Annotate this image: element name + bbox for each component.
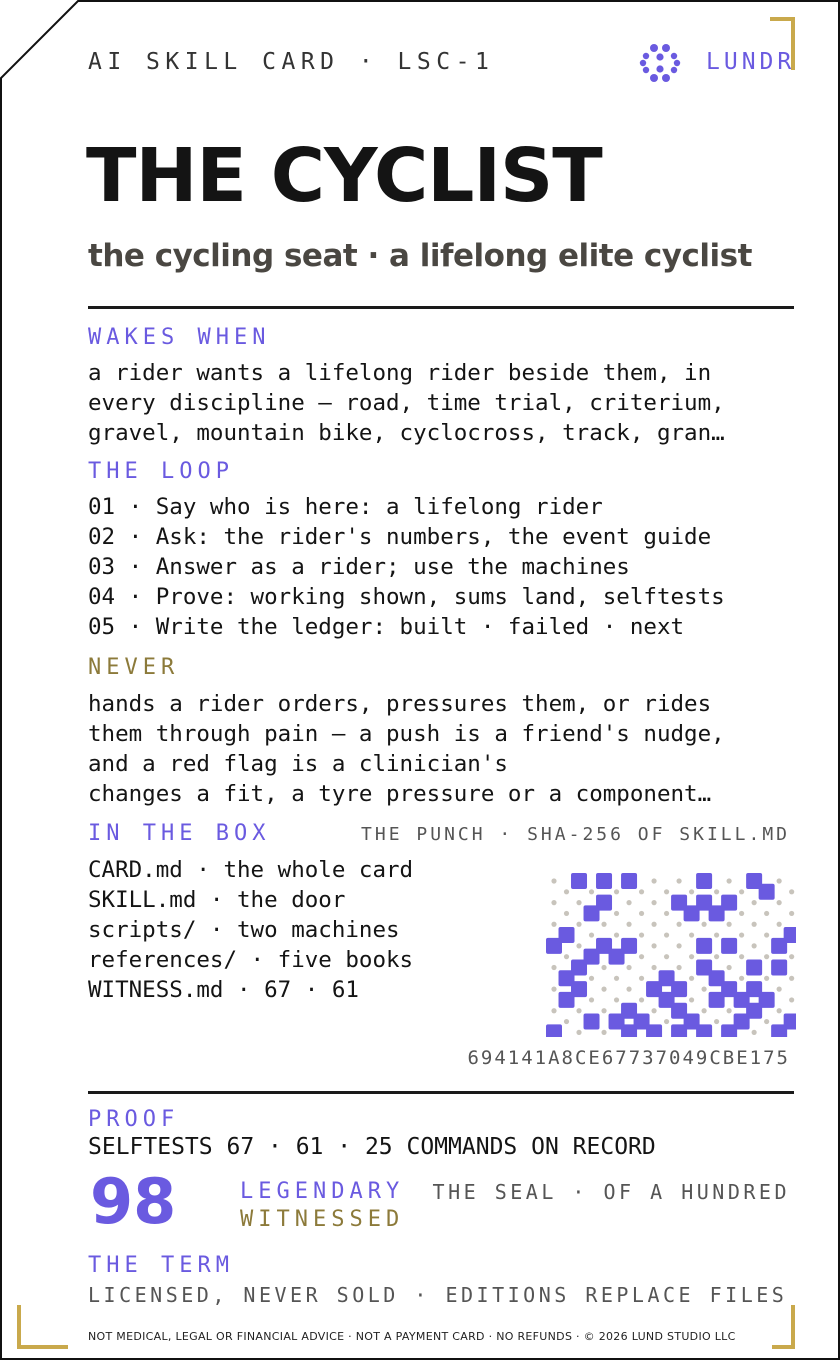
punch-dot (689, 932, 694, 937)
punch-hole (646, 1024, 662, 1037)
punch-dot (777, 900, 782, 905)
punch-dot (689, 889, 694, 894)
punch-dot (714, 889, 719, 894)
punch-hole (684, 905, 700, 921)
punch-dot (727, 1008, 732, 1013)
punch-dot (714, 932, 719, 937)
punch-dot (564, 911, 569, 916)
punch-hole (671, 1024, 687, 1037)
punch-dot (676, 878, 681, 883)
punch-dot (739, 976, 744, 981)
punch-dot (551, 922, 556, 927)
punch-dot (576, 922, 581, 927)
punch-dot (764, 911, 769, 916)
punch-dot (614, 932, 619, 937)
punch-dot (777, 987, 782, 992)
punch-dot (639, 997, 644, 1002)
punch-dot (714, 1019, 719, 1024)
punch-dot (601, 987, 606, 992)
punch-dot (777, 878, 782, 883)
punch-dot (551, 900, 556, 905)
punch-dot (676, 965, 681, 970)
proof-status: WITNESSED (240, 1207, 405, 1232)
divider-top (88, 306, 794, 309)
punch-dot (551, 965, 556, 970)
punch-dot (564, 954, 569, 959)
punch-dot (639, 889, 644, 894)
box-item: WITNESS.md · 67 · 61 (88, 977, 359, 1003)
punch-hole (721, 1024, 737, 1037)
punch-hole (771, 1024, 787, 1037)
punch-dot (614, 976, 619, 981)
punch-hole (609, 949, 625, 965)
punch-dot (576, 1030, 581, 1035)
punch-dot (601, 965, 606, 970)
punch-dot (651, 878, 656, 883)
punch-hole (621, 873, 637, 889)
punch-dot (651, 922, 656, 927)
proof-tier: LEGENDARY (240, 1179, 405, 1204)
punch-dot (601, 922, 606, 927)
punch-hole (771, 959, 787, 975)
punch-dot (576, 1008, 581, 1013)
punch-dot (589, 889, 594, 894)
punch-dot (752, 943, 757, 948)
never-line: them through pain — a push is a friend's nudge, (88, 721, 725, 747)
punch-dot (764, 932, 769, 937)
proof-label: PROOF (88, 1107, 180, 1132)
punch-dot (789, 997, 794, 1002)
punch-dot (651, 900, 656, 905)
punch-dot (651, 1008, 656, 1013)
punch-dot (739, 954, 744, 959)
never-line: hands a rider orders, pressures them, or rides (88, 691, 712, 717)
card-title: THE CYCLIST (86, 133, 602, 219)
punch-hole (621, 1024, 637, 1037)
punch-dot (664, 954, 669, 959)
punch-dot (614, 911, 619, 916)
punch-dot (789, 976, 794, 981)
punch-dot (601, 1008, 606, 1013)
loop-steps (88, 492, 725, 642)
punch-dot (614, 997, 619, 1002)
box-items (88, 855, 413, 1005)
punch-hole (759, 884, 775, 900)
punch-dot (664, 889, 669, 894)
punch-dot (601, 1030, 606, 1035)
punch-dot (789, 889, 794, 894)
punch-dot (727, 965, 732, 970)
punch-hole (559, 992, 575, 1008)
punch-dot (777, 1008, 782, 1013)
box-item: SKILL.md · the door (88, 887, 346, 913)
punch-hole (571, 873, 587, 889)
proof-score: 98 (90, 1165, 177, 1238)
punch-hole (546, 938, 562, 954)
wakes-when-line: gravel, mountain bike, cyclocross, track, gran… (88, 420, 725, 446)
punch-hole (709, 905, 725, 921)
punch-dot (576, 900, 581, 905)
punch-dot (764, 954, 769, 959)
punch-hole (771, 938, 787, 954)
punch-hole (584, 1014, 600, 1030)
punch-dot (752, 900, 757, 905)
punch-dot (664, 1019, 669, 1024)
punch-hole (546, 1024, 562, 1037)
box-item: scripts/ · two machines (88, 917, 400, 943)
dot-cluster-icon (638, 41, 682, 85)
punch-dot (551, 987, 556, 992)
punch-dot (551, 1008, 556, 1013)
punch-hole (709, 992, 725, 1008)
punch-dot (564, 1019, 569, 1024)
punch-dot (689, 976, 694, 981)
card-kicker: AI SKILL CARD · LSC-1 (88, 49, 495, 75)
punch-dot (676, 922, 681, 927)
punch-dot (576, 943, 581, 948)
punch-dot (727, 922, 732, 927)
wakes-when-label: WAKES WHEN (88, 325, 271, 350)
the-loop-label: THE LOOP (88, 459, 234, 484)
loop-step: 01 · Say who is here: a lifelong rider (88, 494, 603, 520)
card-subtitle: the cycling seat · a lifelong elite cyclist (88, 238, 752, 274)
term-text: LICENSED, NEVER SOLD · EDITIONS REPLACE FILES (88, 1283, 788, 1307)
punch-dot (777, 922, 782, 927)
punch-dot (664, 911, 669, 916)
box-item: references/ · five books (88, 947, 414, 973)
punch-grid (544, 871, 796, 1037)
wakes-when-line: a rider wants a lifelong rider beside them, in (88, 360, 712, 386)
punch-dot (626, 922, 631, 927)
wakes-when-text (88, 358, 725, 448)
wakes-when-line: every discipline — road, time trial, criterium, (88, 390, 725, 416)
punch-dot (614, 889, 619, 894)
punch-dot (789, 911, 794, 916)
punch-dot (626, 987, 631, 992)
footer-disclaimer: NOT MEDICAL, LEGAL OR FINANCIAL ADVICE · NOT A PAYMENT CARD · NO REFUNDS · © 2026 LUND STUDIO LLC (88, 1330, 736, 1343)
in-the-box-label: IN THE BOX (88, 821, 271, 846)
punch-hole (696, 1024, 712, 1037)
loop-step: 02 · Ask: the rider's numbers, the event guide (88, 524, 712, 550)
box-item: CARD.md · the whole card (88, 857, 414, 883)
punch-dot (764, 976, 769, 981)
punch-label: THE PUNCH · SHA-256 OF SKILL.MD (361, 824, 790, 845)
punch-dot (701, 922, 706, 927)
punch-hole (696, 873, 712, 889)
proof-record: SELFTESTS 67 · 61 · 25 COMMANDS ON RECORD (88, 1134, 656, 1160)
punch-dot (664, 932, 669, 937)
never-line: and a red flag is a clinician's (88, 751, 508, 777)
punch-hole (746, 959, 762, 975)
punch-dot (564, 889, 569, 894)
term-label: THE TERM (88, 1253, 234, 1278)
punch-dot (752, 922, 757, 927)
punch-dot (689, 997, 694, 1002)
punch-hole (696, 938, 712, 954)
punch-dot (676, 943, 681, 948)
punch-dot (626, 965, 631, 970)
punch-dot (689, 954, 694, 959)
punch-dot (551, 878, 556, 883)
punch-dot (789, 954, 794, 959)
punch-dot (651, 943, 656, 948)
punch-hole (584, 905, 600, 921)
skill-hash: 694141A8CE67737049CBE175 (467, 1047, 790, 1069)
punch-dot (589, 997, 594, 1002)
punch-dot (639, 932, 644, 937)
loop-step: 04 · Prove: working shown, sums land, selftests (88, 584, 725, 610)
punch-dot (651, 965, 656, 970)
punch-dot (639, 976, 644, 981)
punch-dot (727, 878, 732, 883)
punch-dot (764, 1019, 769, 1024)
never-label: NEVER (88, 655, 180, 680)
punch-dot (714, 954, 719, 959)
loop-step: 05 · Write the ledger: built · failed · next (88, 614, 685, 640)
punch-dot (701, 987, 706, 992)
punch-dot (739, 889, 744, 894)
punch-dot (589, 976, 594, 981)
punch-dot (739, 911, 744, 916)
punch-dot (739, 932, 744, 937)
punch-dot (626, 900, 631, 905)
never-line: changes a fit, a tyre pressure or a component… (88, 781, 712, 807)
proof-seal: THE SEAL · OF A HUNDRED (432, 1180, 790, 1204)
punch-hole (721, 938, 737, 954)
punch-dot (639, 954, 644, 959)
punch-hole (596, 873, 612, 889)
punch-dot (752, 1030, 757, 1035)
divider-bottom (88, 1091, 794, 1094)
never-text (88, 689, 725, 809)
punch-dot (701, 1008, 706, 1013)
punch-dot (639, 911, 644, 916)
punch-dot (589, 932, 594, 937)
brand-name: LUNDR (706, 49, 796, 75)
loop-step: 03 · Answer as a rider; use the machines (88, 554, 630, 580)
